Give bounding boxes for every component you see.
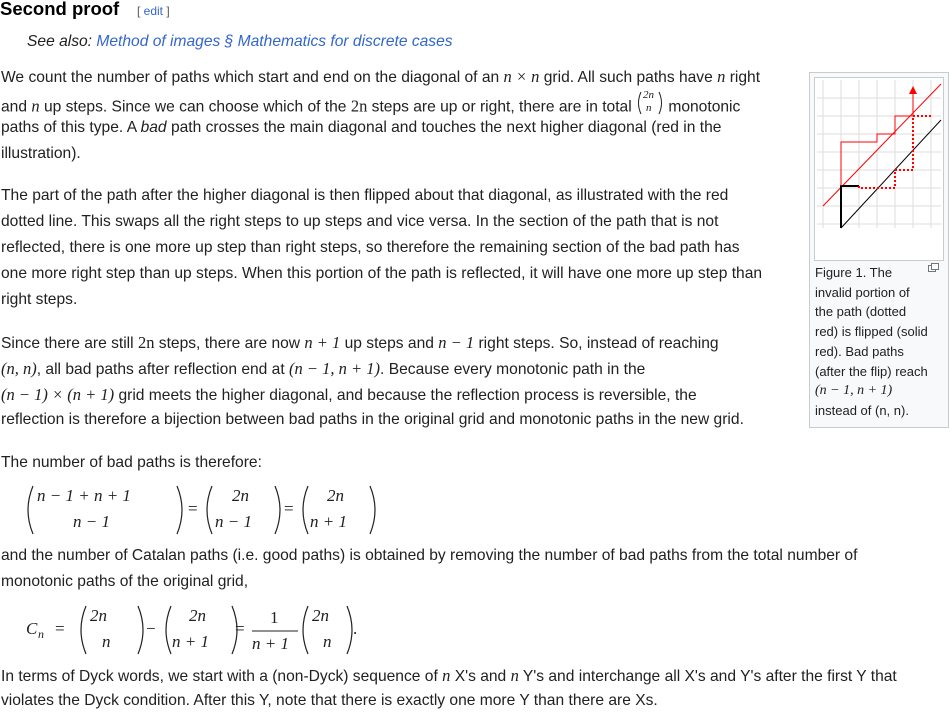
enlarge-icon[interactable] xyxy=(928,263,939,272)
see-also-prefix: See also: xyxy=(27,33,97,50)
paragraph-2-line-2: dotted line. This swaps all the right steps to up steps and vice versa. In the section of the path that is not xyxy=(1,213,719,230)
paragraph-3-line-3: (n − 1) × (n + 1) grid meets the higher diagonal, and because the reflection process is reversible, the xyxy=(1,385,697,404)
paragraph-2-line-1: The part of the path after the higher diagonal is then flipped about that diagonal, as illustrated with the red xyxy=(1,187,729,204)
paragraph-2-line-3: reflected, there is one more up step than right steps, so therefore the remaining section of the bad path has xyxy=(1,239,740,256)
figure-caption: Figure 1. The invalid portion of the path (dotted red) is flipped (solid red). Bad paths (after the flip) reach (n − 1, n + 1) instead of (n, n). xyxy=(815,265,928,418)
paragraph-3-line-1: Since there are still 2n steps, there are now n + 1 up steps and n − 1 right steps. So, instead of reaching xyxy=(1,333,719,352)
paragraph-1-line-1: We count the number of paths which start and end on the diagonal of an n × n grid. All such paths have n right xyxy=(1,67,761,86)
equation-catalan: C n = 2n n − 2n n + 1 = 1 n + 1 2n n . xyxy=(26,606,358,653)
paragraph-1-line-3: paths of this type. A bad path crosses the main diagonal and touches the next higher diagonal (red in the xyxy=(1,119,722,136)
edit-link[interactable]: edit xyxy=(143,4,164,18)
edit-bracket-close: ] xyxy=(163,4,170,18)
paragraph-5-line-1: and the number of Catalan paths (i.e. good paths) is obtained by removing the number of bad paths from the total number of xyxy=(1,547,858,564)
see-also-link[interactable]: Method of images § Mathematics for discrete cases xyxy=(96,33,453,50)
paragraph-5-line-2: monotonic paths of the original grid, xyxy=(1,573,249,590)
paragraph-6-line-2: violates the Dyck condition. After this Y, note that there is exactly one more Y than there are Xs. xyxy=(1,692,658,709)
figure-thumbnail xyxy=(809,72,949,428)
see-also xyxy=(27,33,453,51)
section-heading: Second proof xyxy=(0,0,120,19)
figure-image[interactable] xyxy=(814,77,944,261)
paragraph-2-line-5: right steps. xyxy=(1,291,78,308)
equation-bad-paths: n − 1 + n + 1 n − 1 = 2n n − 1 = 2n n + 1 xyxy=(25,482,385,538)
inline-binomial: 2n n xyxy=(636,91,664,120)
paragraph-3-line-2: (n, n), all bad paths after reflection end at (n − 1, n + 1). Because every monotonic path in the xyxy=(1,359,646,378)
paragraph-3-line-4: reflection is therefore a bijection between bad paths in the original grid and monotonic paths in the new grid. xyxy=(1,411,744,428)
paragraph-1-line-2: and n up steps. Since we can choose which of the 2n steps are up or right, there are in total 2n n monotonic xyxy=(1,93,740,122)
paragraph-2-line-4: one more right step than up steps. When this portion of the path is reflected, it will have one more up step than xyxy=(1,265,763,282)
edit-section xyxy=(137,4,170,18)
paragraph-4: The number of bad paths is therefore: xyxy=(1,454,262,471)
paragraph-6-line-1: In terms of Dyck words, we start with a (non-Dyck) sequence of n X's and n Y's and interchange all X's and Y's after the first Y that xyxy=(1,666,897,685)
edit-bracket-open: [ xyxy=(137,4,144,18)
paragraph-1-line-4: illustration). xyxy=(1,145,81,162)
